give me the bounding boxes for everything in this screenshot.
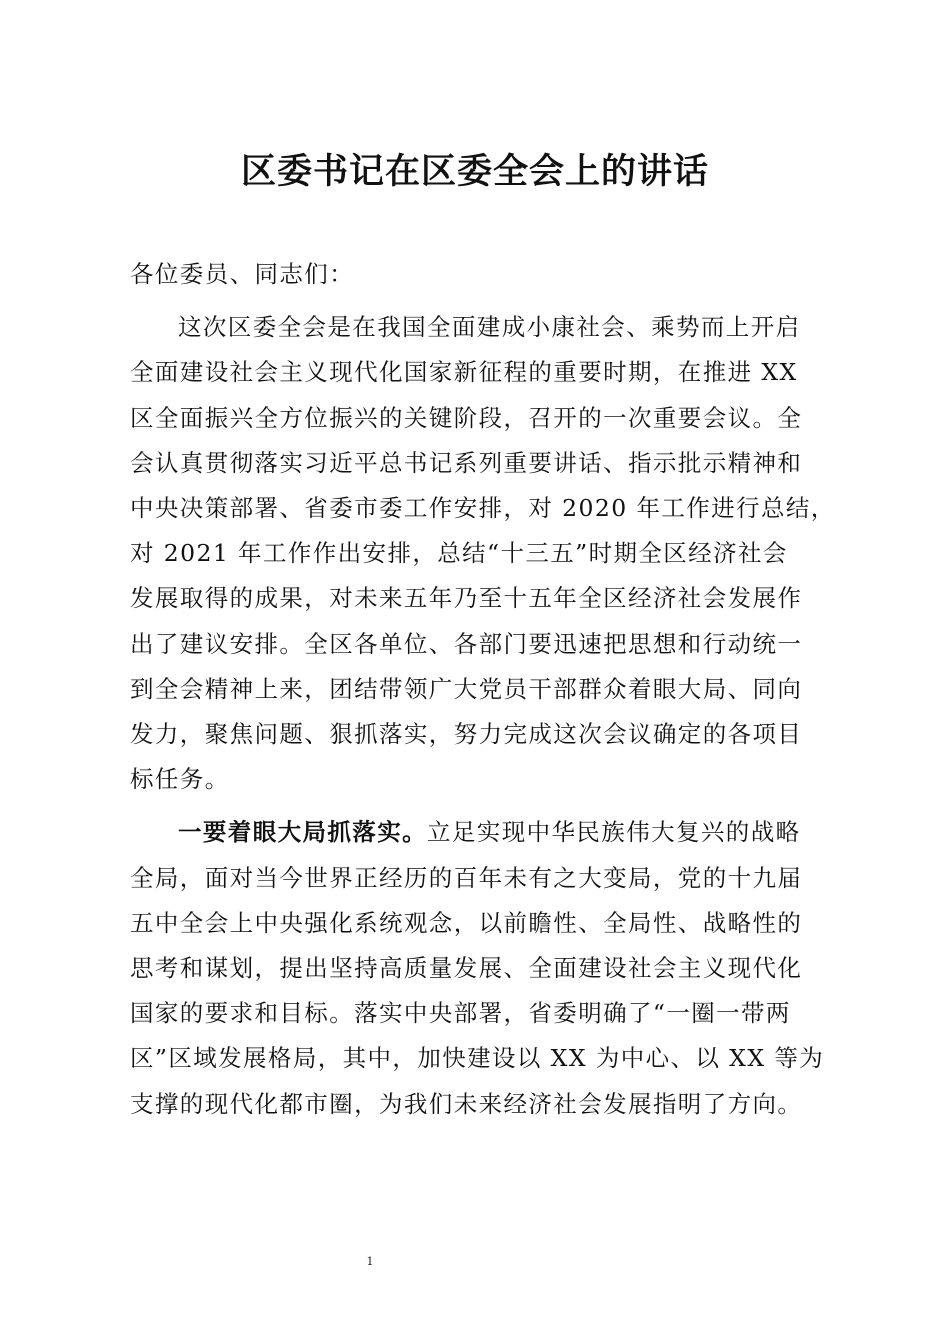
paragraph-line: 五中全会上中央强化系统观念，以前瞻性、全局性、战略性的 — [130, 908, 803, 937]
document-body — [130, 252, 836, 1127]
paragraph-line: 全面建设社会主义现代化国家新征程的重要时期，在推进 XX — [130, 358, 798, 387]
paragraph-line: 标任务。 — [130, 765, 230, 794]
paragraph-section-one — [130, 810, 830, 1126]
paragraph-line: 全局，面对当今世界正经历的百年未有之大变局，党的十九届 — [130, 863, 803, 892]
paragraph-line: 对 2021 年工作作出安排，总结“十三五”时期全区经济社会 — [130, 539, 788, 568]
paragraph-line: 到全会精神上来，团结带领广大党员干部群众着眼大局、同向 — [130, 674, 803, 703]
paragraph-line: 发展取得的成果，对未来五年乃至十五年全区经济社会发展作 — [130, 584, 803, 613]
paragraph-first-line — [130, 810, 830, 855]
paragraph-line: 会认真贯彻落实习近平总书记系列重要讲话、指示批示精神和 — [130, 448, 803, 477]
paragraph-line: 出了建议安排。全区各单位、各部门要迅速把思想和行动统一 — [130, 629, 803, 658]
paragraph-line: 区全面振兴全方位振兴的关键阶段，召开的一次重要会议。全 — [130, 403, 803, 432]
salutation: 各位委员、同志们： — [130, 260, 355, 288]
page-number: 1 — [366, 1255, 374, 1268]
paragraph-line: 发力，聚焦问题、狠抓落实，努力完成这次会议确定的各项目 — [130, 720, 803, 749]
paragraph-line: 区”区域发展格局，其中，加快建设以 XX 为中心、以 XX 等为 — [130, 1044, 825, 1073]
paragraph-line: 这次区委全会是在我国全面建成小康社会、乘势而上开启 — [178, 313, 801, 342]
paragraph-line: 国家的要求和目标。落实中央部署，省委明确了“一圈一带两 — [130, 999, 791, 1028]
paragraph-line: 支撑的现代化都市圈，为我们未来经济社会发展指明了方向。 — [130, 1089, 803, 1118]
paragraph-intro — [130, 305, 836, 802]
paragraph-line: 思考和谋划，提出坚持高质量发展、全面建设社会主义现代化 — [130, 954, 803, 983]
paragraph-line-rest: 立足实现中华民族伟大复兴的战略 — [427, 818, 801, 847]
section-heading: 一要着眼大局抓落实。 — [178, 818, 427, 847]
document-title: 区委书记在区委全会上的讲话 — [240, 151, 709, 192]
paragraph-line: 中央决策部署、省委市委工作安排，对 2020 年工作进行总结， — [130, 494, 836, 523]
